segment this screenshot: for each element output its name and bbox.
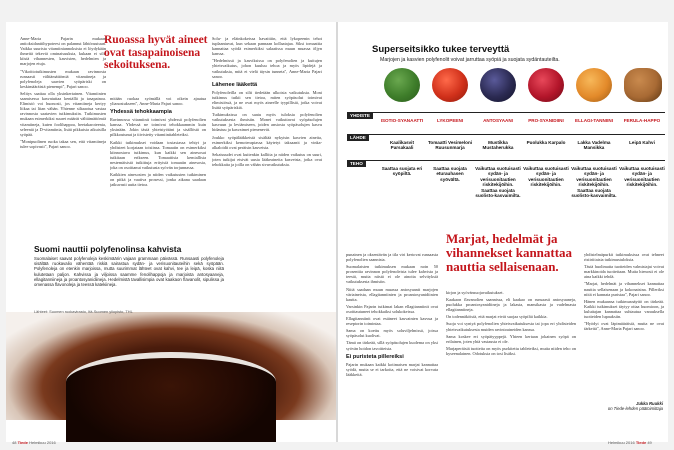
issue-date: Helmikuu 2016 xyxy=(608,440,635,445)
sidebar-caption: Lähteet: Suomen ruokavirasto, Itä-Suomen yliopisto, THL xyxy=(34,309,133,314)
compound-effect: Vaikuttaa suotuisasti sydän- ja verisuonitautien riskitekijöihin. xyxy=(619,166,665,188)
compound-source: Kaalikasvit Parsakaali xyxy=(389,140,414,151)
paragraph: Polyfenoleilla on silti tiedetään ulkoisia vaikutuksia. Moni tutkimus tutkii sen tietoa, miten syöpäsolut toimivat elimistössä, ja ne ovat myös aineelle tyypillisiä, jotka voivat lisätä syöpäriskiä. xyxy=(212,89,322,111)
paragraph: Suoja voi syntyä polyfenolien yhteisvaikutuksesta tai jopa eri yhdisteiden yhteisvaikutuksesta muiden ravintoaineiden kanssa. xyxy=(446,321,576,332)
blueberry-image xyxy=(480,68,516,102)
paragraph: Anne-Maria Pajarin mukaan antioksidanttihypoteesi on palannut lähtöruutuun. Vaikka suurista vitamiiniannoksista ei löydykään ihmeitä tekeviä ominaisuuksia, kukaan ei silti kiistä vihannesten, kasvisten, hedelmien ja marjojen etuja. xyxy=(20,36,106,67)
paragraph: Ravinnossa vitamiinit toimivat yhdessä polyfenolien kanssa. Yhdessä ne toimivat tehokkaammin kuin yksinään. Jokin tästä yhteistyötäni ja sisällöstä on pilkkoutunut ja tiivistetty vitamiinitableteiksi. xyxy=(110,117,206,138)
row-label-source: LÄHDE xyxy=(347,134,369,141)
broccoli-image xyxy=(384,68,420,102)
compound-effect: Saattaa suojata eri syöpiltä. xyxy=(381,166,423,177)
paragraph: Kaikki tutkimukset voidaan tosiasiassa tehtyt ja yhdisteet korjataan toisiinsa. Tomaatin on esimerkiksi kiinnostava tutkimus, kun kaikki sen ainesosat tutkitaan erikseen. Tomaattisia kemiallisia nestemäisistä tutkittuja erityisiä tomaatin ainesosia, joka on osoittanut vaikutusta syövän torjunnassa. xyxy=(110,139,206,171)
pullquote: Ruoassa hyvät aineet ovat tasapainoisena sekoituksena. xyxy=(104,34,208,71)
paragraph: Varsinkin Pajarin tutkimat lakan ellagitanniinit ovat osoittautuneet tehokkaiksi solukokeissa. xyxy=(346,303,438,314)
compound-name: FERULA-HAPPO xyxy=(623,118,661,123)
table-divider xyxy=(347,160,665,161)
paragraph: Pajarin mukaan kaikki kotimaisen marjat kannattaa syödä, mutta se ei tarkoita, että ne voisivat korvata lääkkeitä. xyxy=(346,361,438,377)
infographic-title: Superseitsikko tukee terveyttä xyxy=(372,44,510,55)
paragraph: Joukko syöpälääkkeistä sisältää nykyisin kasvien aineita, esimerkiksi kemoterapiassa käytetyt taksaanit ja vinka-alkaloidit ovat peräisin kasveista. xyxy=(212,134,322,150)
paragraph: Kaakaon flavanolien saannissa, eli kaakao on runsaasti antosyaaneja, puolukka proantosyanidiineja ja lakasta, mansikasta ja vadelmasta ellagitanniineja. xyxy=(446,297,576,313)
compound-effect: Vaikuttaa suotuisasti sydän- ja verisuonitautien riskitekijöihin. xyxy=(523,166,569,188)
author-signature xyxy=(591,401,663,411)
left-column-1 xyxy=(20,36,106,246)
compound-effect: Vaikuttaa suotuisasti sydän- ja verisuonitautien riskitekijöihin. Saattaa suojata suolisto-kasvaimilta. xyxy=(475,166,521,199)
compound-source: Leipä Kahvi xyxy=(629,140,655,145)
subheading: Ei puristeta pillereiksi xyxy=(346,353,404,360)
row-label-effect: TEHO xyxy=(347,160,366,167)
row-label-compound: YHDISTE xyxy=(347,112,373,119)
compound-source: Puolukka Karpalo xyxy=(526,140,566,145)
paragraph: "Vikoittotutkimusten mukaan ravinnosta runsaasti välttämättömiä vitamiineja ja polyfenoleja saavien syöpäriski on keskimääräistä pienempi", Pajari sanoo. xyxy=(20,68,106,89)
magazine-name: Tiede xyxy=(635,440,647,445)
right-column-3 xyxy=(584,252,664,400)
table-divider xyxy=(347,112,665,113)
compound-name: PRO-SYANIDIINI xyxy=(528,118,564,123)
paragraph: Sama koskee eri syöpätyyppejä. Yhteen kertaan jokainen syöpä on erilainen, joten yhtä vastausta ei ole. xyxy=(446,333,576,344)
sidebar-heading: Suomi nauttii polyfenolinsa kahvista xyxy=(34,244,182,254)
paragraph: Tutkimuksissa on saatu myös tuloksia polyfenolien vaikutuksesta ihmisiin. Monet vaikuttavat syöpäsolujen kasvuun ja leviämiseen, joiden ansiosta syöpäsolujen kasvu hidastuu ja kasvaimet pienenevät. xyxy=(212,112,322,133)
right-footer xyxy=(608,440,652,445)
issue-date: Helmikuu 2016 xyxy=(29,440,56,445)
subheading: Lähenee lääkettä xyxy=(212,81,258,88)
cranberry-image xyxy=(528,68,564,102)
paragraph: Selitys saattaa olla yksinkertainen. Vitamiinien saamisessa kasvatuttaa kentällä ja tasapainoa. Elimistö voi huonosti, jos vitamiineja kertyy liikaa tai liian vähän. Yhtenne siltaaotua vastaa ravinnosta saatavien tutkimuksiin. Tutkimusten mukaan esimerkiksi suuret määrät välttämättömiä vitamiineja, kuten foolihappoa, beetakaroteenia, seleeniä ja D-vitamiinia, lisää pikkuisia aikuisilla syöpää. xyxy=(20,90,106,137)
bread-image xyxy=(624,68,662,102)
compound-effect: Vaikuttaa suotuisasti sydän- ja verisuonitautien riskitekijöihin. Saattaa suojata suolisto-kasvaimilta. xyxy=(571,166,617,199)
paragraph: Ellagitanniinit ovat estäneet kasvainten kasvua ja reseptorin toimintaa. xyxy=(346,316,438,327)
subheading: Yhdessä tehokkaampia xyxy=(110,109,172,116)
compound-name: LYKOPEENI xyxy=(436,118,464,123)
magazine-name: Tiede xyxy=(17,440,28,445)
paragraph: "Marjat, hedelmät ja vihannekset kannattaa nauttia sellaisenaan ja kokonaisina. Pilleriksi niitä ei kannata puristaa", Pajari sanoo. xyxy=(584,281,664,297)
compound-name: ISOTIO-SYANAATTI xyxy=(380,118,424,123)
compound-source: Lakka Vadelma Mansikka xyxy=(577,140,611,151)
right-column-1 xyxy=(346,252,438,436)
paragraph: Sekaisuudet ovat kuitenkin kalliita ja niiden vaikutus on suuri, joten tutkijat etsivät uusia lääkeaineita kasveista, jotka ovat tehokkaita ja joilla on vähän sivuvaikutuksia. xyxy=(212,151,322,167)
pullquote: Marjat, hedelmät ja vihannekset kannattaa nauttia sellaisenaan. xyxy=(446,231,573,274)
paragraph: mitään ruokaa syömällä voi oikein ajautua ylianostukseen", Anne-Maria Pajari sanoo. xyxy=(110,96,206,107)
right-column-2 xyxy=(446,290,576,436)
left-column-2 xyxy=(110,96,206,256)
page-number: 48 xyxy=(12,440,17,445)
paragraph: yhdistelmäpurkit tutkimuksissa ovat tehneet ristiriitaisia tutkimustuloksia. xyxy=(584,252,664,263)
compound-name: ELLAGI-TANNIINI xyxy=(575,118,613,123)
compound-effect: Saattaa suojata eturauhasen syövältä. xyxy=(433,166,467,182)
paragraph: Tämä on tärkeää, sillä syöpäsolujen kuolema on yksi syövän hoidon tavoitteista. xyxy=(346,340,438,351)
coffee-cup-image xyxy=(66,352,276,442)
compound-source: Mustikka Mustaherukka xyxy=(482,140,514,151)
tomato-image xyxy=(432,68,468,102)
paragraph: Hänen mukaansa tutkimusnäyttö on tärkeää. Kaikki tutkimukset täytyy ottaa huomioon, ja kuluttajan kannattaa suhtautua varauksella tuotteiden lupauksiin. xyxy=(584,298,664,320)
paragraph: Suomalaisten tutkimuksen mukaan noin 50 prosenttia ravinnon polyfenoleista tulee kahvista ja teestä, mutta niistä ei ole ainoita selvityksiä vaikutuksesta ihmisiin. xyxy=(346,264,438,285)
paragraph: punainen ja oksentävän ja tila viri kertovat runsaasta polyfenolien saannista. xyxy=(346,252,438,263)
paragraph: Marjaperäisiä tuotteita on myös purkitettu tableteiksi, mutta niiden teho on kyseenalainen. Odotuksia on tosi lisäksi. xyxy=(446,345,576,356)
paragraph: "Hyödyt ovat läpimääräisiä, mutta ne ovat tärkeitä", Anne-Maria Pajari sanoo. xyxy=(584,321,664,332)
paragraph: On todennäköistä, että marjat eivät suojaa syöpiltä kaikkia. xyxy=(446,314,548,320)
paragraph: kirjon ja syövänsuojavaikutukset. xyxy=(446,290,504,295)
paragraph: Solu- ja eläinkokeissa havaittiin, että lykopeenin tehot tuplaantuvat, kun sekaan pannaan kollaatajaa. Siksi tomaattia kannattaa syödä esimerkiksi salaatissa muun muassa öljyn kanssa. xyxy=(212,36,322,57)
page-number: 49 xyxy=(647,440,652,445)
left-footer xyxy=(12,440,56,445)
paragraph: Sama on koettu myös soluviljelmissä, joissa syöpäsolut kuolivat. xyxy=(346,328,438,339)
paragraph: "Hedelmissä ja kasviksissa on polyfenolien ja kuitujen yhteisvaikutus, johon kuuluu tehoa ja myös lipidejä ja vaikutuksia, mitä ei vielä täysin tunneta", Anne-Maria Pajari sanoo. xyxy=(212,58,322,79)
compound-source: Tomaatti Vesimeloni Ruusunmarja xyxy=(427,140,473,151)
left-column-3 xyxy=(212,36,322,258)
table-divider xyxy=(347,134,665,135)
paragraph: Tästä huolimatta tuotteiden valmistajat voivat markkinoida tuotteitaan. Mutta hienosti ei ole aina kaikki tehdä. xyxy=(584,264,664,280)
compound-name: ANTOSYAANI xyxy=(483,118,513,123)
cloudberry-image xyxy=(576,68,612,102)
infographic-subtitle: Marjojen ja kasvien polyfenolit voivat jarruttaa syöpiä ja suojata sydäntauteilta. xyxy=(380,57,560,63)
left-page xyxy=(6,22,336,442)
sidebar-text: Suomalaiset saavat polyfenoleja keskimäärin vajaan grammaan päivässä. Runsaasti polyfenoleja sisältää ruokavalio vähentää riskiä sairastua sydän- ja verisuonitauteihin sekä syöpään. Polyfenoleja on etenkin marjoissa, mutta suurimmat lähteet ovat kahvi, tee ja leipä, koska niitä kulutetaan paljon. Kahvissa ja viljoissa saamme fenolihappoja ja marjoista antosyaaneja, ellagitanniineja ja proantosyanidiineja. Hedelmistä tavallisimpia ovat kaakaon flavanolit, sipulissa ja omenassa flavonoleja ja teessä katekiineja. xyxy=(34,256,224,288)
paragraph: Kaikkien ainesosien ja niiden vaikutusten tutkiminen on pitkä ja vaativa prosessi, jonka aikana saadaan jatkuvasti uutta tietoa. xyxy=(110,172,206,188)
paragraph: Niitä saadaan muun muassa antosyaanit marjojen väriaineista, ellagitanniinien ja proantosyanidiinien kautta. xyxy=(346,286,438,302)
author-role: on Tiede-lehden päätoimittaja xyxy=(607,406,663,411)
author-name: Jukka Ruukki xyxy=(636,401,663,406)
paragraph: "Monipuolinen ruoka takaa sen, että vitamiineja tulee sopivasti", Pajari sanoo. xyxy=(20,138,106,149)
